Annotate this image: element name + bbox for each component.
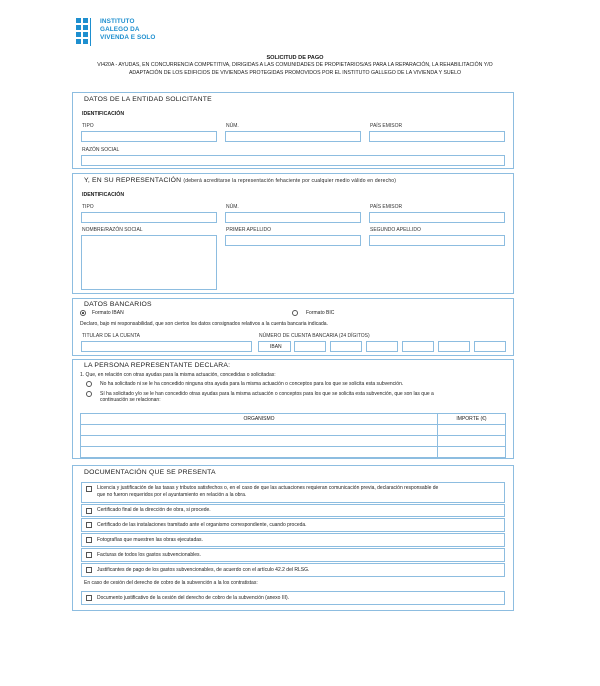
bic-format-radio[interactable] — [292, 310, 298, 316]
doc-item-2-text: Certificado final de la dirección de obra, si procede. — [97, 507, 211, 513]
entidad-razon-field[interactable] — [81, 155, 505, 166]
cesion-item-text: Documento justificativo de la cesión del derecho de cobro de la subvención (anexo III). — [97, 595, 290, 601]
bic-format-label: Formato BIC — [306, 310, 335, 316]
doc-item-3-checkbox[interactable] — [86, 522, 92, 528]
no-ayudas-label: No ha solicitado ni se le ha concedido ninguna otra ayuda para la misma actuación o conceptos para los que se solicita esta subvención. — [100, 381, 404, 387]
table-row — [81, 425, 506, 436]
doc-item-3-text: Certificado de las instalaciones tramitado ante el organismo correspondiente, cuando proceda. — [97, 522, 307, 528]
entidad-pais-label: PAÍS EMISOR — [370, 123, 403, 129]
organismo-cell[interactable] — [81, 436, 438, 447]
form-subtitle-line-2: ADAPTACIÓN DE LOS EDIFICIOS DE VIVIENDAS PROTEGIDAS PROMOVIDOS POR EL INSTITUTO GALLEGO DE LA VIVIENDA Y SUELO — [128, 69, 462, 76]
representacion-tipo-field[interactable] — [81, 212, 217, 223]
importe-cell[interactable] — [438, 436, 506, 447]
doc-item-4-text: Fotografías que muestren las obras ejecutadas. — [97, 537, 203, 543]
logo-line-3: VIVENDA E SOLO — [100, 34, 156, 41]
representacion-nombre-label: NOMBRE/RAZÓN SOCIAL — [82, 227, 143, 233]
representacion-apellido1-field[interactable] — [225, 235, 361, 246]
doc-item-5-text: Facturas de todos los gastos subvencionables. — [97, 552, 201, 558]
table-row — [81, 447, 506, 458]
iban-format-label: Formato IBAN — [92, 310, 124, 316]
entidad-tipo-label: TIPO — [82, 123, 94, 129]
entidad-identificacion-label: IDENTIFICACIÓN — [82, 111, 125, 117]
representacion-apellido2-field[interactable] — [369, 235, 505, 246]
titular-field[interactable] — [81, 341, 252, 352]
doc-item-6-text: Justificantes de pago de los gastos subvencionables, de acuerdo con el artículo 42.2 del RLSG. — [97, 567, 310, 573]
organismo-cell[interactable] — [81, 447, 438, 458]
account-digits-field-2[interactable] — [330, 341, 362, 352]
declara-section-title: LA PERSONA REPRESENTANTE DECLARA: — [84, 362, 231, 369]
representacion-note: (deberá acreditarse la representación fehaciente por cualquier medio válido en derecho) — [183, 178, 397, 184]
account-digits-field-6[interactable] — [474, 341, 506, 352]
account-digits-field-1[interactable] — [294, 341, 326, 352]
doc-item-4-checkbox[interactable] — [86, 537, 92, 543]
entidad-razon-label: RAZÓN SOCIAL — [82, 147, 120, 153]
si-ayudas-label-line-1: Sí ha solicitado y/o se le han concedido otras ayudas para la misma actuación o conceptos para los que se solicita esta subvención, que son las que a — [100, 391, 434, 397]
doc-item-2-checkbox[interactable] — [86, 508, 92, 514]
entidad-tipo-field[interactable] — [81, 131, 217, 142]
doc-item-6-checkbox[interactable] — [86, 567, 92, 573]
importe-column-header: IMPORTE (€) — [438, 414, 506, 425]
representacion-section-title — [84, 177, 396, 184]
representacion-num-field[interactable] — [225, 212, 361, 223]
account-number-label: NÚMERO DE CUENTA BANCARIA (24 DÍGITOS) — [259, 333, 370, 339]
importe-cell[interactable] — [438, 425, 506, 436]
form-subtitle-line-1: VI420A - AYUDAS, EN CONCURRENCIA COMPETITIVA, DIRIGIDAS A LAS COMUNIDADES DE PROPIETARIOS/AS PARA LA REPARACIÓN, LA REHABILITACIÓN Y/O — [97, 62, 493, 69]
form-header — [60, 55, 530, 77]
declara-question-1: 1. Que, en relación con otras ayudas para la misma actuación, concedidas o solicitadas: — [80, 372, 276, 378]
representacion-pais-field[interactable] — [369, 212, 505, 223]
si-ayudas-label-line-2: continuación se relacionan: — [100, 397, 161, 403]
doc-item-1-checkbox[interactable] — [86, 486, 92, 492]
table-row — [81, 436, 506, 447]
entidad-num-label: NÚM. — [226, 123, 239, 129]
iban-prefix-text: IBAN — [270, 344, 282, 350]
account-digits-field-4[interactable] — [402, 341, 434, 352]
representacion-title-text: Y, EN SU REPRESENTACIÓN — [84, 177, 182, 184]
representacion-nombre-field[interactable] — [81, 235, 217, 290]
representacion-identificacion-label: IDENTIFICACIÓN — [82, 192, 125, 198]
entidad-pais-field[interactable] — [369, 131, 505, 142]
logo-text — [100, 18, 156, 42]
representacion-num-label: NÚM. — [226, 204, 239, 210]
organismo-column-header: ORGANISMO — [81, 414, 438, 425]
entidad-num-field[interactable] — [225, 131, 361, 142]
account-digits-field-3[interactable] — [366, 341, 398, 352]
ayudas-table-header — [81, 414, 506, 425]
doc-item-1-line-2: que no fueron requeridos por el ayuntamiento en relación a la obra. — [97, 492, 247, 498]
cesion-heading: En caso de cesión del derecho de cobro de la subvención a la los contratistas: — [84, 580, 258, 586]
no-ayudas-radio[interactable] — [86, 381, 92, 387]
institution-logo — [76, 18, 156, 46]
si-ayudas-radio[interactable] — [86, 391, 92, 397]
organismo-cell[interactable] — [81, 425, 438, 436]
ayudas-table — [80, 413, 506, 458]
iban-format-radio[interactable] — [80, 310, 86, 316]
account-digits-field-5[interactable] — [438, 341, 470, 352]
representacion-apellido2-label: SEGUNDO APELLIDO — [370, 227, 421, 233]
titular-label: TITULAR DE LA CUENTA — [82, 333, 140, 339]
bancarios-section-title: DATOS BANCARIOS — [84, 301, 152, 308]
documentacion-section-title: DOCUMENTACIÓN QUE SE PRESENTA — [84, 469, 216, 476]
doc-item-1-line-1: Licencia y justificación de las tasas y tributos satisfechos o, en el caso de que las actuaciones requieran comunicación previa, declaración responsable de — [97, 485, 439, 491]
cesion-item-checkbox[interactable] — [86, 595, 92, 601]
representacion-pais-label: PAÍS EMISOR — [370, 204, 403, 210]
doc-item-5-checkbox[interactable] — [86, 552, 92, 558]
logo-line-1: INSTITUTO — [100, 18, 135, 25]
logo-emblem-icon — [76, 18, 96, 46]
representacion-tipo-label: TIPO — [82, 204, 94, 210]
importe-cell[interactable] — [438, 447, 506, 458]
representacion-apellido1-label: PRIMER APELLIDO — [226, 227, 272, 233]
bancarios-declaration: Declaro, bajo mi responsabilidad, que son ciertos los datos consignados relativos a la cuenta bancaria indicada. — [80, 321, 328, 327]
iban-prefix-box — [258, 341, 291, 352]
logo-line-2: GALEGO DA — [100, 26, 140, 33]
entidad-section-title: DATOS DE LA ENTIDAD SOLICITANTE — [84, 96, 212, 103]
form-title: SOLICITUD DE PAGO — [266, 55, 324, 61]
